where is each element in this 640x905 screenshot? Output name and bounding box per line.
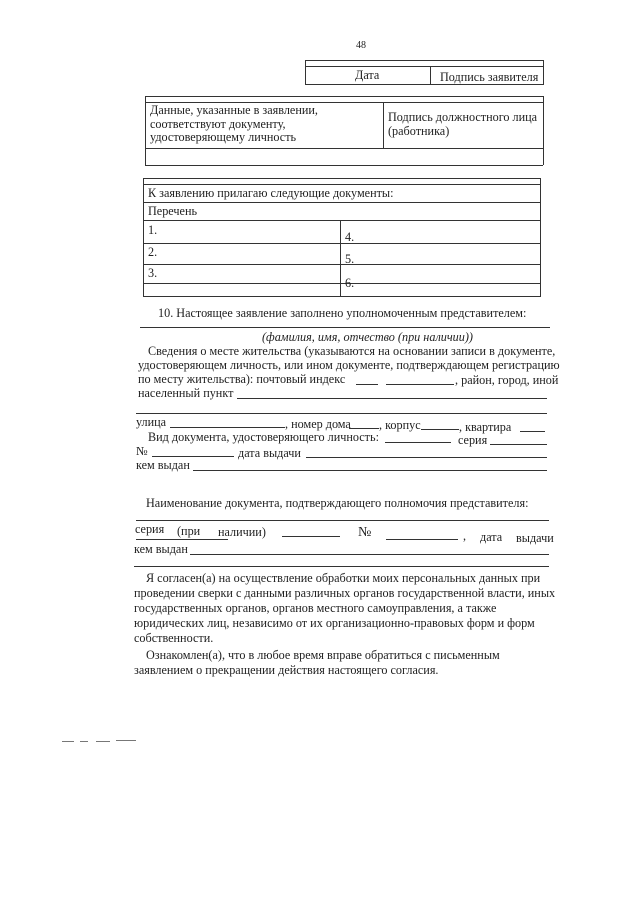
settlement-field[interactable]: [237, 398, 547, 399]
official-signature-line-1: Подпись должностного лица: [388, 110, 538, 124]
residence-line-1: Сведения о месте жительства (указываются на основании записи в документе,: [148, 344, 556, 358]
consent-line-2: проведении сверки с данными различных органов государственной власти, иных: [134, 586, 556, 600]
postal-index-field-a[interactable]: [356, 384, 378, 385]
authority-number-label: №: [358, 525, 372, 540]
authority-series-field[interactable]: [282, 536, 340, 537]
residence-line-4: , район, город, иной: [455, 373, 559, 387]
page-number: 48: [356, 40, 366, 51]
residence-line-5: населенный пункт: [138, 386, 234, 400]
scan-artifact: [62, 741, 74, 742]
street-field[interactable]: [170, 427, 285, 428]
consent-line-3: государственных органов, органов местного самоуправления, а также: [134, 601, 497, 615]
authority-issued-by-field-continuation[interactable]: [134, 566, 549, 567]
document-item-5: 5.: [345, 252, 355, 266]
number-field[interactable]: [152, 456, 234, 457]
documents-list-label: Перечень: [148, 204, 198, 218]
section-10-intro: 10. Настоящее заявление заполнено уполномоченным представителем:: [158, 306, 527, 320]
official-signature-label: [388, 110, 537, 138]
acknowledgement-line-2: заявлением о прекращении действия настоящего согласия.: [134, 663, 439, 677]
official-signature-line-2: (работника): [388, 124, 450, 138]
issued-by-field[interactable]: [193, 470, 547, 471]
street-label: улица: [136, 415, 167, 429]
data-match-line-3: удостоверяющему личность: [150, 130, 297, 144]
settlement-field-continuation[interactable]: [136, 413, 547, 414]
id-document-field[interactable]: [385, 442, 451, 443]
document-item-2: 2.: [148, 245, 158, 259]
building-field[interactable]: [421, 429, 459, 430]
scan-artifact: [96, 741, 110, 742]
series-label: серия: [458, 433, 488, 447]
document-item-3: 3.: [148, 266, 158, 280]
number-label: №: [136, 444, 148, 458]
authority-issued-by-field[interactable]: [190, 554, 549, 555]
consent-line-5: собственности.: [134, 631, 214, 645]
document-item-4: 4.: [345, 230, 355, 244]
document-item-6: 6.: [345, 276, 355, 290]
authority-document-label: Наименование документа, подтверждающего полномочия представителя:: [146, 496, 529, 510]
postal-index-field-b[interactable]: [386, 384, 454, 385]
id-document-label: Вид документа, удостоверяющего личность:: [148, 430, 379, 444]
authority-number-field[interactable]: [386, 539, 458, 540]
authority-issued-by-label: кем выдан: [134, 542, 188, 556]
authority-series-exists-word: наличии): [218, 525, 266, 539]
document-item-1: 1.: [148, 223, 158, 237]
building-label: , корпус: [379, 418, 421, 432]
authority-number-comma: ,: [463, 529, 467, 543]
date-label: Дата: [355, 68, 380, 82]
house-field[interactable]: [349, 428, 379, 429]
issue-date-field[interactable]: [306, 457, 547, 458]
issue-date-label: дата выдачи: [238, 446, 301, 460]
issued-by-label: кем выдан: [136, 458, 190, 472]
authority-series-word: серия: [135, 522, 165, 536]
apartment-label: , квартира: [459, 420, 512, 434]
authority-issue-date-field[interactable]: [136, 539, 228, 540]
residence-line-2: удостоверяющем личность, или ином документе, подтверждающем регистрацию: [138, 358, 560, 372]
documents-header: К заявлению прилагаю следующие документы:: [148, 186, 394, 200]
representative-name-hint: (фамилия, имя, отчество (при наличии)): [262, 330, 473, 344]
authority-issue-date-word-2: выдачи: [516, 531, 554, 545]
residence-line-3: по месту жительства): почтовый индекс: [138, 372, 346, 386]
consent-line-1: Я согласен(а) на осуществление обработки моих персональных данных при: [146, 571, 541, 585]
acknowledgement-line-1: Ознакомлен(а), что в любое время вправе обратиться с письменным: [146, 648, 500, 662]
representative-name-field[interactable]: [140, 327, 550, 328]
series-field[interactable]: [490, 444, 547, 445]
consent-line-4: юридических лиц, независимо от их организационно-правовых форм и форм: [134, 616, 535, 630]
data-match-line-1: Данные, указанные в заявлении,: [150, 103, 318, 117]
authority-document-field[interactable]: [136, 520, 549, 521]
scan-artifact: [80, 741, 88, 742]
house-label: , номер дома: [285, 417, 351, 431]
applicant-signature-label: Подпись заявителя: [440, 70, 539, 84]
scan-artifact: [116, 740, 136, 741]
data-match-line-2: соответствуют документу,: [150, 116, 286, 131]
authority-issue-date-word-1: дата: [480, 530, 503, 544]
data-match-statement: [150, 104, 318, 145]
apartment-field[interactable]: [520, 431, 545, 432]
authority-series-if-word: (при: [177, 524, 201, 538]
